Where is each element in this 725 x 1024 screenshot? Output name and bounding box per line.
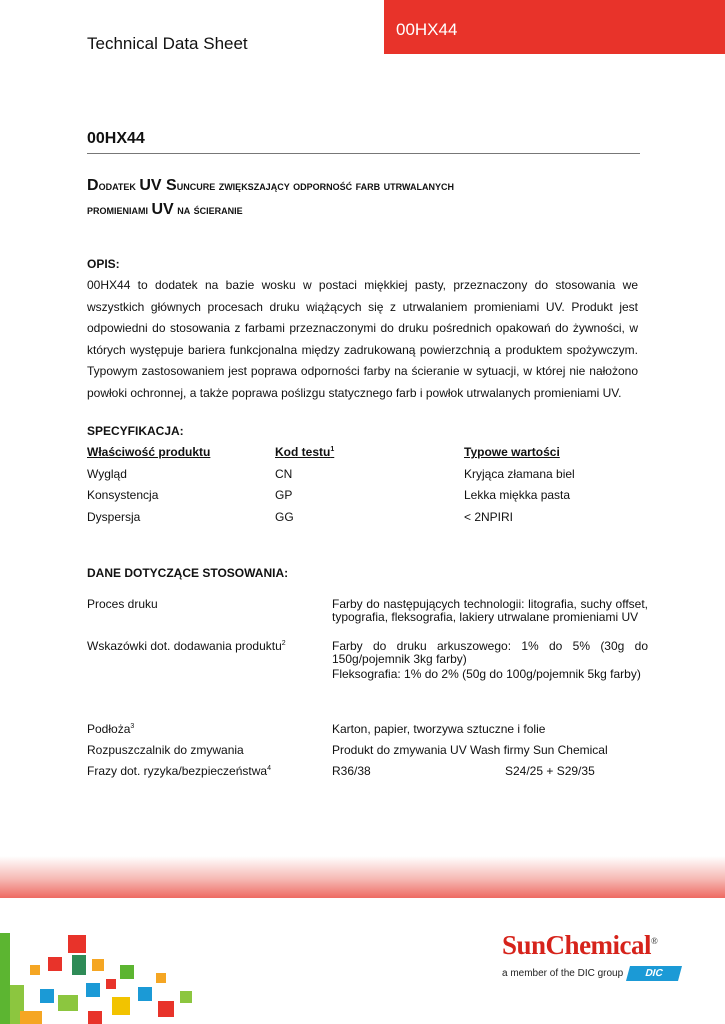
spec-row-test: GP bbox=[275, 488, 293, 502]
product-code-badge bbox=[384, 0, 725, 54]
usage-solvent-label: Rozpuszczalnik do zmywania bbox=[87, 743, 244, 757]
spec-row-test: CN bbox=[275, 467, 293, 481]
spec-header-test: Kod testu$^1$ bbox=[275, 445, 335, 459]
document-type-title: Technical Data Sheet bbox=[87, 34, 248, 53]
deco-square bbox=[180, 991, 192, 1003]
usage-addition-label: Wskazówki dot. dodawania produktu$^2$ bbox=[87, 639, 286, 653]
description-text: 00HX44 to dodatek na bazie wosku w postaci miękkiej pasty, przeznaczony do stosowania we wszystkich głównych procesach druku wiążących się z utrwalaniem promieniami UV. Produkt jest odpowiedni do stosowania z farbami przeznaczonymi do druku pośrednich opakowań do żywności, w których występuje bariera funkcjonalna między zadrukowaną powierzchnią a produktem spożywczym. Typowym zastosowaniem jest poprawa odporności farby na ścieranie w sytuacji, w której nie nałożono powłoki ochronnej, a także poprawa poślizgu statycznego farb i powłok utrwalanych promieniami UV. bbox=[87, 278, 638, 400]
spec-row-property: Wygląd bbox=[87, 467, 127, 481]
deco-square bbox=[86, 983, 100, 997]
product-heading-line1: Dodatek UV Suncure zwiększający odporność farb utrwalanych bbox=[87, 177, 454, 194]
usage-addition-value-flexo: Fleksografia: 1% do 2% (50g do 100g/pojemnik 5kg farby) bbox=[332, 667, 641, 681]
usage-risk-label: Frazy dot. ryzyka/bezpieczeństwa$^4$ bbox=[87, 764, 271, 778]
usage-process-value: Farby do następujących technologii: litografia, suchy offset, typografia, fleksografia, lakiery utrwalane promieniami UV bbox=[332, 597, 648, 624]
deco-square bbox=[40, 989, 54, 1003]
sun-chemical-logo: SunChemical® bbox=[502, 930, 658, 960]
spec-header-property: Właściwość produktu bbox=[87, 445, 211, 459]
deco-square bbox=[20, 1011, 42, 1024]
usage-addition-value: Farby do druku arkuszowego: 1% do 5% (30g do 150g/pojemnik 3kg farby) bbox=[332, 639, 648, 666]
deco-square bbox=[138, 987, 152, 1001]
deco-square bbox=[72, 955, 86, 975]
spec-row-property: Konsystencja bbox=[87, 488, 159, 502]
dic-logo: DIC bbox=[626, 966, 682, 981]
deco-square bbox=[92, 959, 104, 971]
deco-square bbox=[30, 965, 40, 975]
usage-process-label: Proces druku bbox=[87, 597, 158, 611]
usage-substrates-value: Karton, papier, tworzywa sztuczne i folie bbox=[332, 722, 546, 736]
deco-square bbox=[156, 973, 166, 983]
spec-title: SPECYFIKACJA: bbox=[87, 424, 184, 438]
spec-row-value: < 2NPIRI bbox=[464, 510, 514, 524]
product-code-title: 00HX44 bbox=[87, 130, 145, 147]
product-heading bbox=[87, 174, 647, 222]
deco-square bbox=[68, 935, 86, 953]
deco-square bbox=[106, 979, 116, 989]
deco-square bbox=[88, 1011, 102, 1024]
spec-row-value: Kryjąca złamana biel bbox=[464, 467, 575, 481]
usage-risk-r-phrases: R36/38 bbox=[332, 764, 371, 778]
deco-square bbox=[0, 933, 10, 1024]
spec-header-value: Typowe wartości bbox=[464, 445, 560, 459]
spec-row-test: GG bbox=[275, 510, 294, 524]
usage-risk-s-phrases: S24/25 + S29/35 bbox=[505, 764, 595, 778]
decorative-squares bbox=[0, 925, 200, 1024]
usage-substrates-label: Podłoża$^3$ bbox=[87, 722, 135, 736]
spec-row-property: Dyspersja bbox=[87, 510, 141, 524]
deco-square bbox=[112, 997, 130, 1015]
deco-square bbox=[158, 1001, 174, 1017]
description-title: OPIS: bbox=[87, 257, 120, 271]
logo-tagline: a member of the DIC group bbox=[502, 968, 624, 979]
deco-square bbox=[48, 957, 62, 971]
usage-solvent-value: Produkt do zmywania UV Wash firmy Sun Chemical bbox=[332, 743, 608, 757]
deco-square bbox=[120, 965, 134, 979]
footer-gradient-band bbox=[0, 856, 725, 898]
product-code-badge-text: 00HX44 bbox=[396, 20, 458, 39]
deco-square bbox=[58, 995, 78, 1011]
product-heading-line2: promieniami UV na ścieranie bbox=[87, 201, 243, 218]
title-divider bbox=[87, 153, 640, 154]
spec-row-value: Lekka miękka pasta bbox=[464, 488, 571, 502]
usage-title: DANE DOTYCZĄCE STOSOWANIA: bbox=[87, 566, 289, 580]
